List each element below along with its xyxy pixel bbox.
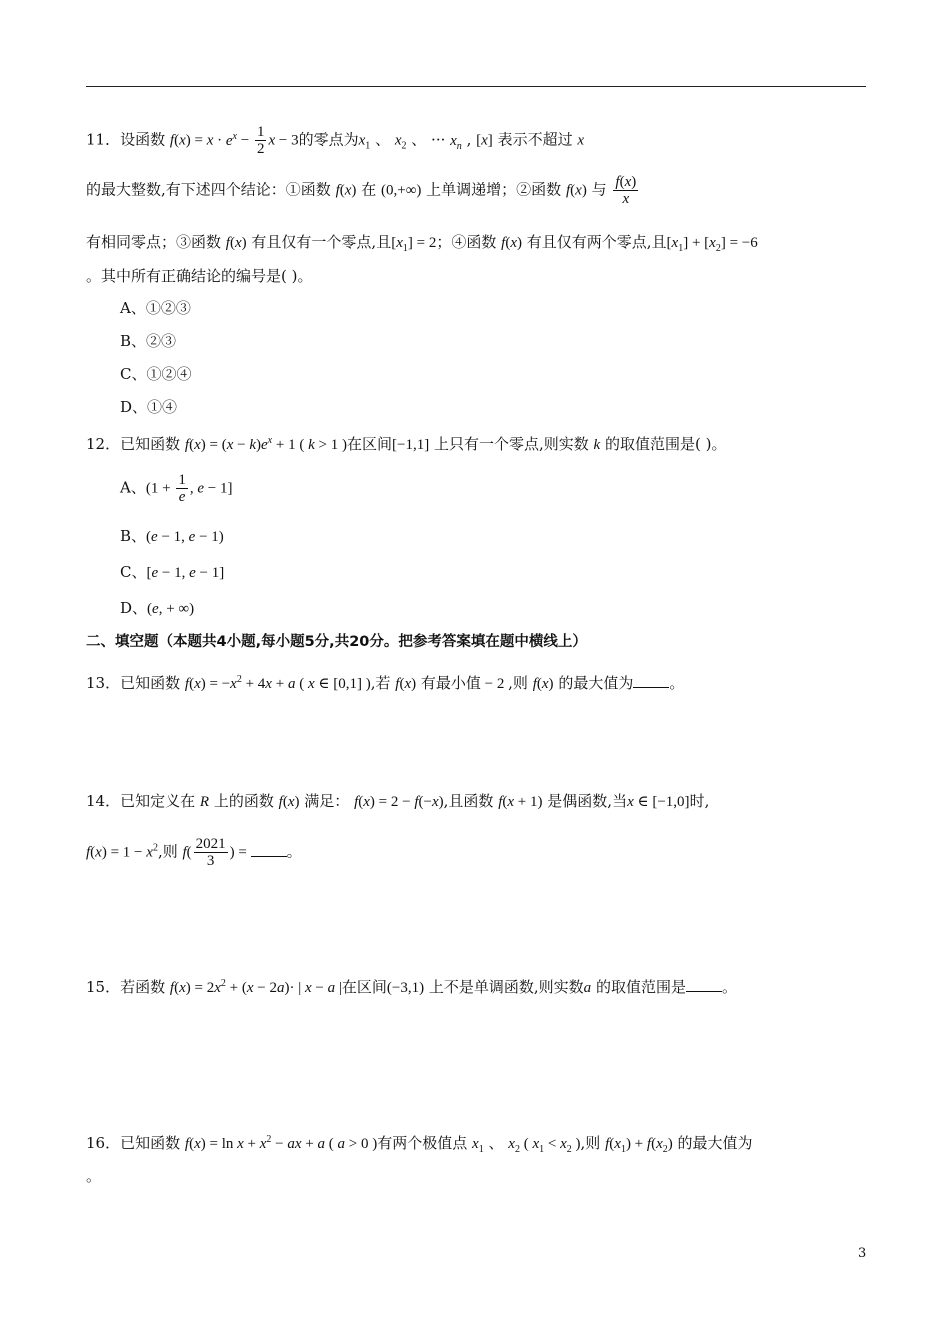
option-a: A、(1 + $\frac{1}{e}$ , e − 1] <box>120 472 233 505</box>
question-number: 12． <box>86 435 121 453</box>
answer-blank <box>251 842 287 857</box>
question-number: 14． <box>86 792 121 810</box>
question-11-line-3: 有相同零点；③函数 f(x) 有且仅有一个零点,且$[x_1] = 2$；④函数 f(x) 有且仅有两个零点,且$[x_1] + [x_2] = -6$ <box>86 233 758 254</box>
question-text: 的取值范围是( )。 <box>605 435 727 453</box>
option-a: A、①②③ <box>120 299 191 317</box>
question-text: 有且仅有两个零点,且 <box>526 233 667 251</box>
question-text: 、 <box>488 1134 504 1152</box>
question-11-line-1: 11．设函数 $f(x) = x \cdot e^x$ − $\frac{1}{2}$ x − 3的零点为$x_1$ 、 $x_2$ 、 ··· $x_n$ , [x] 表示不超过 x <box>86 124 585 157</box>
question-text: 有相同零点；③函数 <box>86 233 222 251</box>
question-text: 的最大值为 <box>677 1134 753 1152</box>
question-text: 已知函数 <box>120 674 181 692</box>
answer-blank <box>633 673 669 688</box>
question-text: 有两个极值点 <box>377 1134 468 1152</box>
question-text: 满足： <box>304 792 350 810</box>
question-text: 在区间 <box>346 435 392 453</box>
option-b: B、②③ <box>120 332 177 350</box>
option-b: B、(e − 1, e − 1) <box>120 527 224 545</box>
question-11-line-2: 的最大整数,有下述四个结论：①函数 f(x) 在 (0,+∞) 上单调递增；②函数 f(x) 与 $\frac{f(x)}{x}$ <box>86 174 637 207</box>
option-d: D、(e, + ∞) <box>120 599 195 617</box>
question-text: 。 <box>86 1167 102 1185</box>
question-text: 上单调递增；②函数 <box>426 180 562 199</box>
header-rule <box>86 86 866 87</box>
question-text: 上不是单调函数,则实数 <box>428 978 584 996</box>
question-text: 上的函数 <box>213 792 274 810</box>
question-text: 时, <box>689 792 710 810</box>
question-text: 。 <box>286 842 302 861</box>
question-text: 在 <box>361 180 377 199</box>
question-15: 15．若函数 $f(x) = 2x^2 + (x - 2a)\cdot$ | x − a |在区间(−3,1) 上不是单调函数,则实数a 的取值范围是 。 <box>86 978 737 996</box>
question-number: 11． <box>86 130 121 149</box>
answer-blank <box>686 977 722 992</box>
question-text: 的最大整数,有下述四个结论：①函数 <box>86 180 331 199</box>
option-d: D、①④ <box>120 398 178 416</box>
question-text: 。 <box>669 674 685 692</box>
question-text: 的最大值为 <box>558 674 634 692</box>
question-text: 设函数 <box>120 130 166 149</box>
question-text: 表示不超过 <box>497 130 573 149</box>
question-text: 若函数 <box>120 978 166 996</box>
question-text: 上只有一个零点,则实数 <box>433 435 589 453</box>
question-text: 与 <box>591 180 607 199</box>
question-12-line-1: 12．已知函数 $f(x) = (x - k)e^x + 1$ ( k > 1 )在区间[−1,1] 上只有一个零点,则实数 k 的取值范围是( )。 <box>86 435 727 453</box>
option-c: C、①②④ <box>120 365 192 383</box>
option-c: C、[e − 1, e − 1] <box>120 563 225 581</box>
question-text: 。 <box>721 978 737 996</box>
question-text: 已知函数 <box>120 435 181 453</box>
question-16-line-1: 16．已知函数 $f(x) = \ln x + x^2$ − ax + a ( a > 0 )有两个极值点 $x_1$ 、 $x_2$ ( $x_1 < x_2$ ),则 $f(x_1) + f(x_2)$ 的最大值为 <box>86 1134 753 1155</box>
section-heading: 二、填空题（本题共4小题,每小题5分,共20分。把参考答案填在题中横线上） <box>86 634 587 650</box>
question-text: 。其中所有正确结论的编号是( )。 <box>86 267 313 285</box>
question-text: ,且函数 <box>443 792 494 810</box>
question-text: 已知函数 <box>120 1134 181 1152</box>
question-text: ,则 <box>580 1134 601 1152</box>
question-11-line-4 <box>86 266 312 286</box>
question-text: ,若 <box>370 674 391 692</box>
question-text: ,则 <box>157 842 178 861</box>
question-text: 在区间 <box>341 978 387 996</box>
question-text: ,则 <box>508 674 528 692</box>
question-text: ；④函数 <box>436 233 497 251</box>
question-text: 有最小值 <box>420 674 481 692</box>
question-text: 是偶函数,当 <box>547 792 628 810</box>
page-number: 3 <box>858 1246 867 1261</box>
question-number: 16． <box>86 1134 121 1152</box>
question-number: 13． <box>86 674 121 692</box>
question-text: 有且仅有一个零点,且 <box>251 233 392 251</box>
question-16-line-2 <box>86 1166 101 1186</box>
question-text: 的取值范围是 <box>595 978 686 996</box>
question-number: 15． <box>86 978 121 996</box>
question-14-line-1: 14．已知定义在 R 上的函数 f(x) 满足： f(x) = 2 − f(−x),且函数 f(x + 1) 是偶函数,当x ∈ [−1,0]时, <box>86 792 710 810</box>
question-text: 的零点为 <box>298 130 359 149</box>
question-13: 13．已知函数 $f(x) = -x^2 + 4x + a$ ( x ∈ [0,1] ),若 f(x) 有最小值 − 2 ,则 f(x) 的最大值为 。 <box>86 674 685 692</box>
question-text: 已知定义在 <box>120 792 196 810</box>
question-14-line-2: $f(x) = 1 - x^2$,则 f( $\frac{2021}{3}$ ) = 。 <box>86 836 302 869</box>
